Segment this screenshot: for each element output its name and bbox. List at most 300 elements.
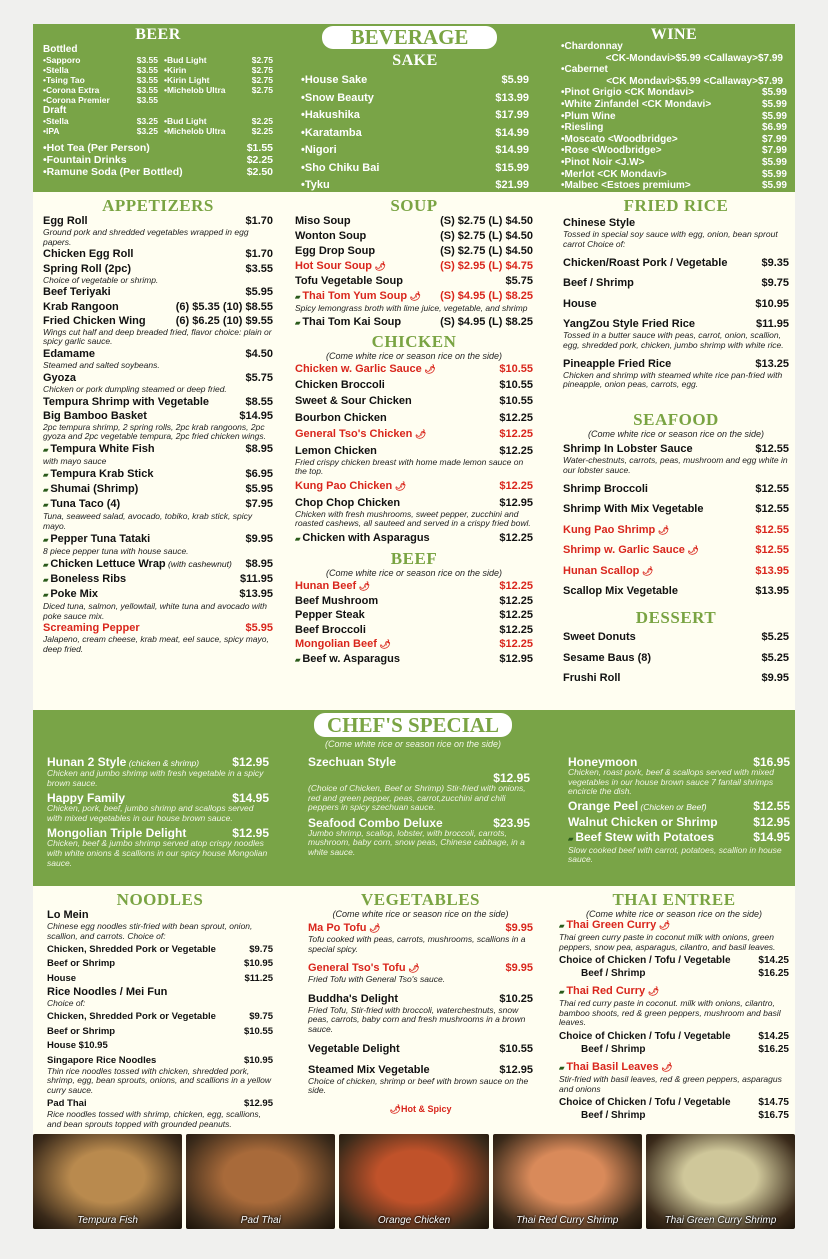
beer-name: •Kirin — [164, 65, 187, 75]
menu-item-price: $11.95 — [755, 318, 789, 331]
menu-item-price: $9.75 — [249, 943, 273, 955]
menu-item-name — [295, 316, 436, 330]
menu-item-price: $12.25 — [499, 532, 533, 545]
thai-item-label: Thai Basil Leaves — [566, 1060, 659, 1073]
menu-item-price: $5.75 — [245, 371, 273, 384]
menu-item — [43, 498, 273, 531]
beer-name: •Kirin Light — [164, 75, 210, 85]
sake-item — [301, 90, 529, 108]
menu-item-row — [295, 379, 533, 392]
thai-choice-label: Choice of Chicken / Tofu / Vegetable — [559, 1030, 731, 1042]
wine-item — [561, 180, 787, 192]
chef-hat-icon: ▰ — [295, 536, 303, 544]
menu-item-price: $9.75 — [249, 1011, 273, 1023]
menu-item-name — [295, 497, 495, 510]
chefs-special-banner: CHEF'S SPECIAL — [314, 713, 512, 737]
sake-item — [301, 142, 529, 160]
food-photo-label: Thai Green Curry Shrimp — [664, 1215, 777, 1226]
appetizers-title: APPETIZERS — [102, 196, 214, 215]
thai-item-name — [559, 919, 789, 933]
draft-name: •IPA — [43, 126, 60, 136]
menu-item-desc: Slow cooked beef with carrot, potatoes, scallion in house sauce. — [568, 844, 782, 865]
beer-price: $2.75 — [251, 65, 273, 75]
menu-item-row — [295, 624, 533, 637]
menu-item-label: Kung Pao Chicken — [295, 480, 393, 493]
wine-item — [561, 64, 787, 76]
thai-choice-price: $14.25 — [758, 955, 789, 967]
menu-item-label: Pineapple Fried Rice — [563, 357, 672, 370]
thai-choice — [559, 1030, 789, 1043]
menu-item-label: Chicken Egg Roll — [43, 248, 134, 261]
menu-item-label: Shrimp In Lobster Sauce — [563, 443, 693, 456]
menu-item-row — [43, 301, 273, 314]
menu-item-label: Sweet Donuts — [563, 631, 636, 644]
sake-name: •Snow Beauty — [301, 91, 374, 104]
menu-item-note: (Chicken or Beef) — [638, 801, 707, 812]
menu-item-desc: Chicken, beef & jumbo shrimp served atop crispy noodles with white onions & scallions in our spicy house Mongolian sauce. — [47, 838, 268, 868]
menu-item-price: $13.95 — [755, 585, 789, 598]
menu-item-label: Chicken Lettuce Wrap — [50, 557, 166, 570]
draft-price: $2.25 — [251, 126, 273, 136]
menu-item-label: General Tso's Tofu — [308, 962, 406, 975]
menu-item-label: House $10.95 — [47, 1040, 108, 1052]
food-photo — [33, 1134, 182, 1229]
sake-title: SAKE — [392, 52, 438, 69]
sake-name: •Tyku — [301, 179, 330, 191]
chicken-title: CHICKEN — [371, 331, 457, 351]
menu-item — [295, 638, 533, 651]
wine-price: $5.99 — [761, 180, 787, 192]
menu-item-label: Chicken Broccoli — [295, 378, 385, 391]
menu-item-desc: (Choice of Chicken, Beef or Shrimp) Stir-fried with onions, red and green pepper, peas, carrot,zucchini and chili peppers in spicy szechuan sauce. — [308, 783, 526, 813]
menu-item-desc: Jalapeno, cream cheese, krab meat, eel sauce, spicy mayo, deep fried. — [43, 634, 269, 654]
menu-item — [563, 672, 789, 685]
menu-item-name — [295, 609, 495, 622]
menu-item-price: (S) $2.95 (L) $4.75 — [440, 260, 533, 272]
menu-item-price: $13.95 — [239, 587, 273, 600]
menu-item — [43, 558, 273, 572]
beer-name: •Michelob Ultra — [164, 85, 226, 95]
menu-item-label: Spring Roll (2pc) — [43, 262, 131, 275]
menu-item-row — [563, 672, 789, 685]
menu-item-desc: Water-chestnuts, carrots, peas, mushroom and egg white in our lobster sauce. — [563, 455, 788, 475]
wine-name: •Merlot <CK Mondavi> — [561, 168, 667, 180]
chef-hat-icon: ▰ — [295, 319, 303, 327]
menu-item — [295, 480, 533, 493]
menu-item-desc: Chicken, pork, beef, jumbo shrimp and scallops served with mixed vegetables in our house brown sauce. — [47, 803, 254, 823]
menu-item-name — [43, 263, 241, 276]
menu-item-name — [47, 1010, 245, 1023]
menu-item-desc: Chicken and shrimp with steamed white rice pan-fried with pineapple, onion peas, carrots, egg. — [563, 369, 783, 390]
menu-item — [308, 1043, 533, 1056]
menu-item-row — [295, 230, 533, 243]
menu-item-label: Steamed Mix Vegetable — [308, 1063, 430, 1076]
menu-item — [295, 230, 533, 243]
draft-price: $3.25 — [136, 116, 158, 126]
menu-item-desc: Wings cut half and deep breaded fried, flavor choice: plain or spicy garlic sauce. — [43, 326, 272, 347]
soup-title: SOUP — [390, 196, 438, 215]
menu-item-name — [295, 624, 495, 637]
menu-item-label: Happy Family — [47, 792, 126, 805]
food-photo — [646, 1134, 795, 1229]
seafood-note: (Come white rice or season rice on the side) — [587, 429, 765, 440]
menu-item-label: Kung Pao Shrimp — [563, 523, 656, 536]
menu-item-label: Szechuan Style — [308, 756, 397, 768]
menu-item — [563, 298, 789, 311]
menu-item-row — [563, 358, 789, 371]
menu-item-label: Beef Teriyaki — [43, 286, 111, 299]
chili-icon: 🌶 — [658, 1061, 673, 1072]
menu-item — [47, 943, 273, 956]
wine-price: $5.99 — [761, 87, 787, 99]
thai-alt — [559, 1109, 789, 1122]
menu-item-price: $10.95 — [243, 958, 273, 970]
menu-item-label: Screaming Pepper — [43, 622, 140, 635]
vegetables-section — [308, 890, 533, 1115]
menu-item-label: Tuna Taco (4) — [50, 498, 121, 511]
thai-alt-price: $16.25 — [758, 968, 789, 980]
menu-item-price: $5.75 — [505, 275, 533, 287]
menu-item-price: $12.95 — [232, 755, 269, 769]
menu-item-row — [43, 443, 273, 457]
menu-item-price: $1.70 — [245, 215, 273, 227]
chef-hat-icon: ▰ — [559, 989, 567, 997]
wine-price: $6.99 — [761, 122, 787, 134]
menu-item-desc: Diced tuna, salmon, yellowtail, white tuna and avocado with poke sauce mix. — [43, 600, 267, 621]
menu-item-label: Chicken, Shredded Pork or Vegetable — [47, 1011, 216, 1023]
photo-strip — [33, 1134, 795, 1229]
menu-item-row — [295, 395, 533, 408]
menu-item-label: Boneless Ribs — [50, 572, 127, 585]
menu-item-price: $12.55 — [755, 503, 789, 516]
menu-item — [47, 1010, 273, 1023]
menu-item-name — [308, 817, 489, 829]
wine-price: $5.99 — [761, 156, 787, 168]
menu-item-row — [43, 588, 273, 602]
menu-item-label: Singapore Rice Noodles — [47, 1054, 157, 1066]
beer-price: $3.55 — [136, 95, 158, 105]
food-photo — [339, 1134, 488, 1229]
chili-icon: 🌶 — [407, 291, 421, 301]
menu-item-row — [47, 1010, 273, 1023]
other-drink-price: $1.55 — [246, 142, 273, 154]
chili-icon: 🌶 — [684, 545, 699, 556]
menu-item-row — [43, 410, 273, 423]
menu-item-row — [563, 544, 789, 557]
menu-item-label: Shrimp w. Garlic Sauce — [563, 544, 685, 557]
wine-section — [561, 26, 787, 192]
menu-item-label: Tempura Krab Stick — [50, 468, 154, 480]
thai-item-desc: Thai red curry paste in coconut. milk with onions, cilantro, bamboo shoots, red & green peppers, mushroom and basil leaves. — [559, 998, 781, 1028]
menu-item — [563, 257, 789, 270]
menu-item-label: Bourbon Chicken — [295, 411, 387, 424]
menu-item-desc: 2pc tempura shrimp, 2 spring rolls, 2pc krab rangoons, 2pc gyoza and 2pc vegetable tempura, 2pc fried chicken wings. — [43, 421, 267, 442]
menu-item — [47, 986, 273, 1009]
menu-item-name — [295, 275, 501, 288]
menu-item-label: Rice Noodles / Mei Fun — [47, 986, 168, 999]
menu-item-label: Edamame — [43, 348, 95, 361]
chili-icon: 🌶 — [656, 920, 671, 930]
menu-item-label: YangZou Style Fried Rice — [563, 318, 696, 331]
menu-item-desc: Spicy lemongrass broth with lime juice, vegetable, and shrimp — [295, 303, 528, 313]
menu-item-name — [43, 248, 241, 261]
menu-item-label: Hunan Beef — [295, 580, 357, 593]
menu-item — [47, 957, 273, 970]
menu-item-name — [563, 672, 757, 685]
menu-item-price: $5.95 — [245, 286, 273, 299]
menu-item — [47, 792, 269, 823]
draft-price: $3.25 — [136, 126, 158, 136]
menu-item — [563, 585, 789, 598]
menu-item-desc: Fried Tofu, Stir-fried with broccoli, waterchestnuts, snow peas, carrots, baby corn and fresh mushrooms in a brown sauce. — [308, 1004, 526, 1034]
menu-item — [308, 772, 530, 813]
beer-price: $3.55 — [136, 75, 158, 85]
menu-item-price: (S) $2.75 (L) $4.50 — [440, 230, 533, 242]
menu-item-row — [43, 468, 273, 482]
menu-item-desc: Choice of: — [47, 998, 86, 1009]
beef-title: BEEF — [390, 549, 438, 569]
menu-item — [308, 756, 530, 768]
menu-item — [295, 595, 533, 608]
wine-item — [561, 111, 787, 123]
sake-item — [301, 160, 529, 178]
menu-item-price: $10.55 — [243, 1025, 273, 1037]
beer-item — [158, 75, 273, 85]
thai-item-name — [559, 1061, 789, 1075]
chef-hat-icon: ▰ — [43, 487, 51, 495]
chef-hat-icon: ▰ — [295, 656, 303, 664]
menu-item-label: Scallop Mix Vegetable — [563, 585, 678, 598]
menu-item — [563, 443, 789, 475]
beer-item — [158, 85, 273, 95]
other-drink-price: $2.25 — [246, 154, 273, 166]
menu-item-name — [295, 653, 495, 667]
menu-item-row — [295, 245, 533, 258]
wine-name: •Riesling — [561, 122, 604, 134]
menu-item-row — [295, 580, 533, 593]
menu-item — [295, 532, 533, 546]
menu-item-label: Pepper Tuna Tataki — [50, 532, 151, 545]
menu-item-label: Hunan 2 Style — [47, 756, 127, 769]
chef-hat-icon: ▰ — [43, 447, 51, 455]
menu-item-row — [295, 638, 533, 651]
menu-item-row — [43, 396, 273, 409]
menu-item-name — [43, 573, 236, 587]
wine-name: •White Zinfandel <CK Mondavi> — [561, 98, 712, 110]
sake-price: $14.99 — [495, 126, 529, 139]
menu-item-price: $3.55 — [245, 262, 273, 275]
menu-item — [295, 316, 533, 330]
menu-item — [568, 756, 790, 797]
menu-item — [43, 622, 273, 654]
menu-item-name — [568, 831, 749, 846]
chili-icon: 🌶 — [655, 524, 670, 535]
beer-name: •Corona Premier — [43, 95, 110, 105]
menu-item — [295, 653, 533, 667]
chefs-col-1 — [47, 756, 269, 872]
menu-item-price: $10.55 — [499, 395, 533, 408]
menu-item-desc: Steamed and salted soybeans. — [43, 360, 160, 371]
wine-title: WINE — [650, 26, 698, 43]
menu-item-label: Thai Tom Yum Soup — [302, 290, 408, 302]
menu-item-label: Beef w. Asparagus — [302, 652, 400, 665]
thai-alt-label: Beef / Shrimp — [581, 1043, 646, 1055]
menu-item-desc: Chicken with fresh mushrooms, sweet pepper, zucchini and roasted cashews, all sauteed and served in a crispy fried bowl. — [295, 508, 531, 529]
menu-item-price: $9.95 — [761, 672, 789, 685]
menu-item-name — [43, 588, 235, 602]
menu-item-name — [563, 277, 757, 290]
thai-alt-label: Beef / Shrimp — [581, 968, 646, 980]
menu-item-row — [568, 831, 790, 846]
menu-item-name — [295, 245, 436, 258]
menu-item-row — [295, 363, 533, 376]
menu-item-name — [568, 800, 749, 813]
other-drink-name: •Hot Tea (Per Person) — [43, 142, 150, 154]
menu-item — [43, 215, 273, 247]
menu-item-name — [43, 483, 241, 497]
chili-icon: 🌶 — [366, 923, 381, 933]
menu-item-price: $12.25 — [499, 580, 533, 593]
chef-hat-icon: ▰ — [568, 835, 576, 843]
menu-item-price: $12.25 — [499, 609, 533, 622]
menu-item-label: Shrimp With Mix Vegetable — [563, 503, 704, 516]
menu-item-price: $12.95 — [753, 814, 790, 829]
menu-item-name — [43, 498, 241, 512]
menu-item-row — [308, 1043, 533, 1056]
other-drinks — [43, 142, 273, 178]
menu-item-name — [295, 445, 495, 458]
menu-item-name — [563, 503, 751, 516]
menu-item-name — [568, 816, 749, 828]
chef-hat-icon: ▰ — [43, 576, 51, 584]
menu-item-row — [295, 215, 533, 228]
menu-item-label: Frushi Roll — [563, 672, 621, 685]
food-photo — [186, 1134, 335, 1229]
beer-name: •Sapporo — [43, 55, 81, 65]
chefs-col-3 — [568, 756, 790, 868]
menu-item-price: $14.95 — [239, 409, 273, 422]
menu-item-label: Miso Soup — [295, 215, 351, 227]
menu-item-price: $9.95 — [505, 962, 533, 975]
menu-item-name — [295, 363, 495, 376]
menu-item-price: $5.25 — [761, 631, 789, 644]
hot-spicy-legend — [308, 1104, 533, 1115]
sake-name: •Karatamba — [301, 126, 362, 139]
menu-item-price: $5.95 — [245, 622, 273, 635]
wine-name: •Pinot Noir <J.W> — [561, 156, 645, 168]
draft-list — [43, 116, 273, 136]
beer-item — [158, 55, 273, 65]
menu-item — [43, 248, 273, 261]
menu-item-name — [43, 286, 241, 299]
menu-item-price: $5.25 — [761, 651, 789, 664]
menu-item — [295, 290, 533, 314]
menu-item-name — [563, 544, 751, 557]
menu-item-name — [47, 1039, 269, 1052]
thai-item-desc: Stir-fried with basil leaves, red & green peppers, asparagus and onions — [559, 1073, 782, 1094]
wine-name: <CK Mondavi>$5.99 <Callaway>$7.99 — [606, 75, 783, 87]
menu-item-price: $12.25 — [499, 623, 533, 636]
thai-choice-price: $14.75 — [758, 1097, 789, 1109]
menu-item-desc: Choice of vegetable or shrimp. — [43, 274, 159, 285]
menu-item-price: $11.95 — [239, 572, 273, 585]
menu-item — [47, 1097, 273, 1129]
menu-item — [295, 275, 533, 288]
chefs-special-band — [33, 710, 795, 886]
menu-item-row — [308, 756, 530, 768]
menu-item-name — [308, 1064, 495, 1077]
sake-name: •Hakushika — [301, 109, 360, 121]
menu-item-price: $12.25 — [499, 480, 533, 493]
menu-item-price: $12.95 — [499, 652, 533, 665]
menu-item-label: Tempura Shrimp with Vegetable — [43, 395, 210, 408]
menu-item-row — [43, 286, 273, 299]
chef-hat-icon: ▰ — [43, 561, 51, 569]
thai-item-desc: Thai green curry paste in coconut milk with onions, green peppers, snow pea, asparagus, cilantro, and basil leaves. — [559, 932, 776, 952]
menu-item-price: $1.70 — [245, 248, 273, 261]
wine-name: •Malbec <Estoes premium> — [561, 180, 691, 192]
wine-name: <CK-Mondavi>$5.99 <Callaway>$7.99 — [605, 52, 783, 64]
menu-item-row — [563, 565, 789, 578]
menu-item — [43, 301, 273, 314]
wine-price: $5.99 — [761, 168, 787, 180]
menu-item-label: Hunan Scallop — [563, 564, 640, 577]
menu-item-desc: Jumbo shrimp, scallop, lobster, with broccoli, carrots, mushroom, baby corn, snow peas, Chinese cabbage, in a white sauce. — [308, 827, 525, 857]
menu-item-label: Vegetable Delight — [308, 1042, 400, 1055]
menu-item-name — [563, 358, 751, 371]
menu-item-row — [43, 248, 273, 261]
chicken-note: (Come white rice or season rice on the side) — [325, 350, 503, 361]
menu-item-price: $12.55 — [753, 798, 790, 813]
beer-name: •Corona Extra — [43, 85, 100, 95]
menu-item-price: $10.95 — [243, 1054, 273, 1066]
menu-item-label: Shrimp Broccoli — [563, 482, 648, 495]
menu-item-name — [295, 395, 495, 408]
menu-item-label: Shumai (Shrimp) — [50, 483, 139, 496]
chef-hat-icon: ▰ — [295, 294, 303, 301]
menu-item-name — [43, 315, 172, 328]
wine-name: •Moscato <Woodbridge> — [561, 133, 678, 145]
menu-item-label: Walnut Chicken or Shrimp — [568, 815, 718, 828]
menu-item-name — [43, 468, 241, 482]
menu-item-row — [295, 316, 533, 330]
wine-price: $7.99 — [761, 133, 787, 145]
menu-item-note: (chicken & shrimp) — [126, 758, 200, 768]
chili-icon: 🌶 — [645, 986, 660, 997]
draft-name: •Stella — [43, 116, 69, 126]
menu-item — [295, 260, 533, 273]
beer-price: $3.55 — [136, 55, 158, 65]
menu-item-desc: Thin rice noodles tossed with chicken, shredded pork, shrimp, egg, bean sprouts, onions, and scallions in a yellow curry sauce. — [47, 1065, 271, 1095]
menu-item-name — [295, 638, 495, 651]
draft-price: $2.25 — [251, 116, 273, 126]
chili-icon: 🌶 — [412, 429, 427, 440]
menu-item-price: $6.95 — [245, 468, 273, 480]
menu-item-name — [563, 524, 751, 537]
menu-item — [47, 756, 269, 788]
menu-item-label: Egg Roll — [43, 215, 88, 227]
thai-item-row — [559, 919, 789, 933]
food-photo-label: Thai Red Curry Shrimp — [516, 1215, 619, 1226]
menu-item-label: Seafood Combo Deluxe — [308, 816, 443, 829]
menu-item — [43, 483, 273, 497]
menu-item-label: Pad Thai — [47, 1098, 87, 1110]
thai-choice-price: $14.25 — [758, 1030, 789, 1042]
thai-alt — [559, 1043, 789, 1056]
menu-item-row — [568, 816, 790, 828]
menu-item-row — [47, 972, 273, 985]
draft-item — [158, 126, 273, 136]
